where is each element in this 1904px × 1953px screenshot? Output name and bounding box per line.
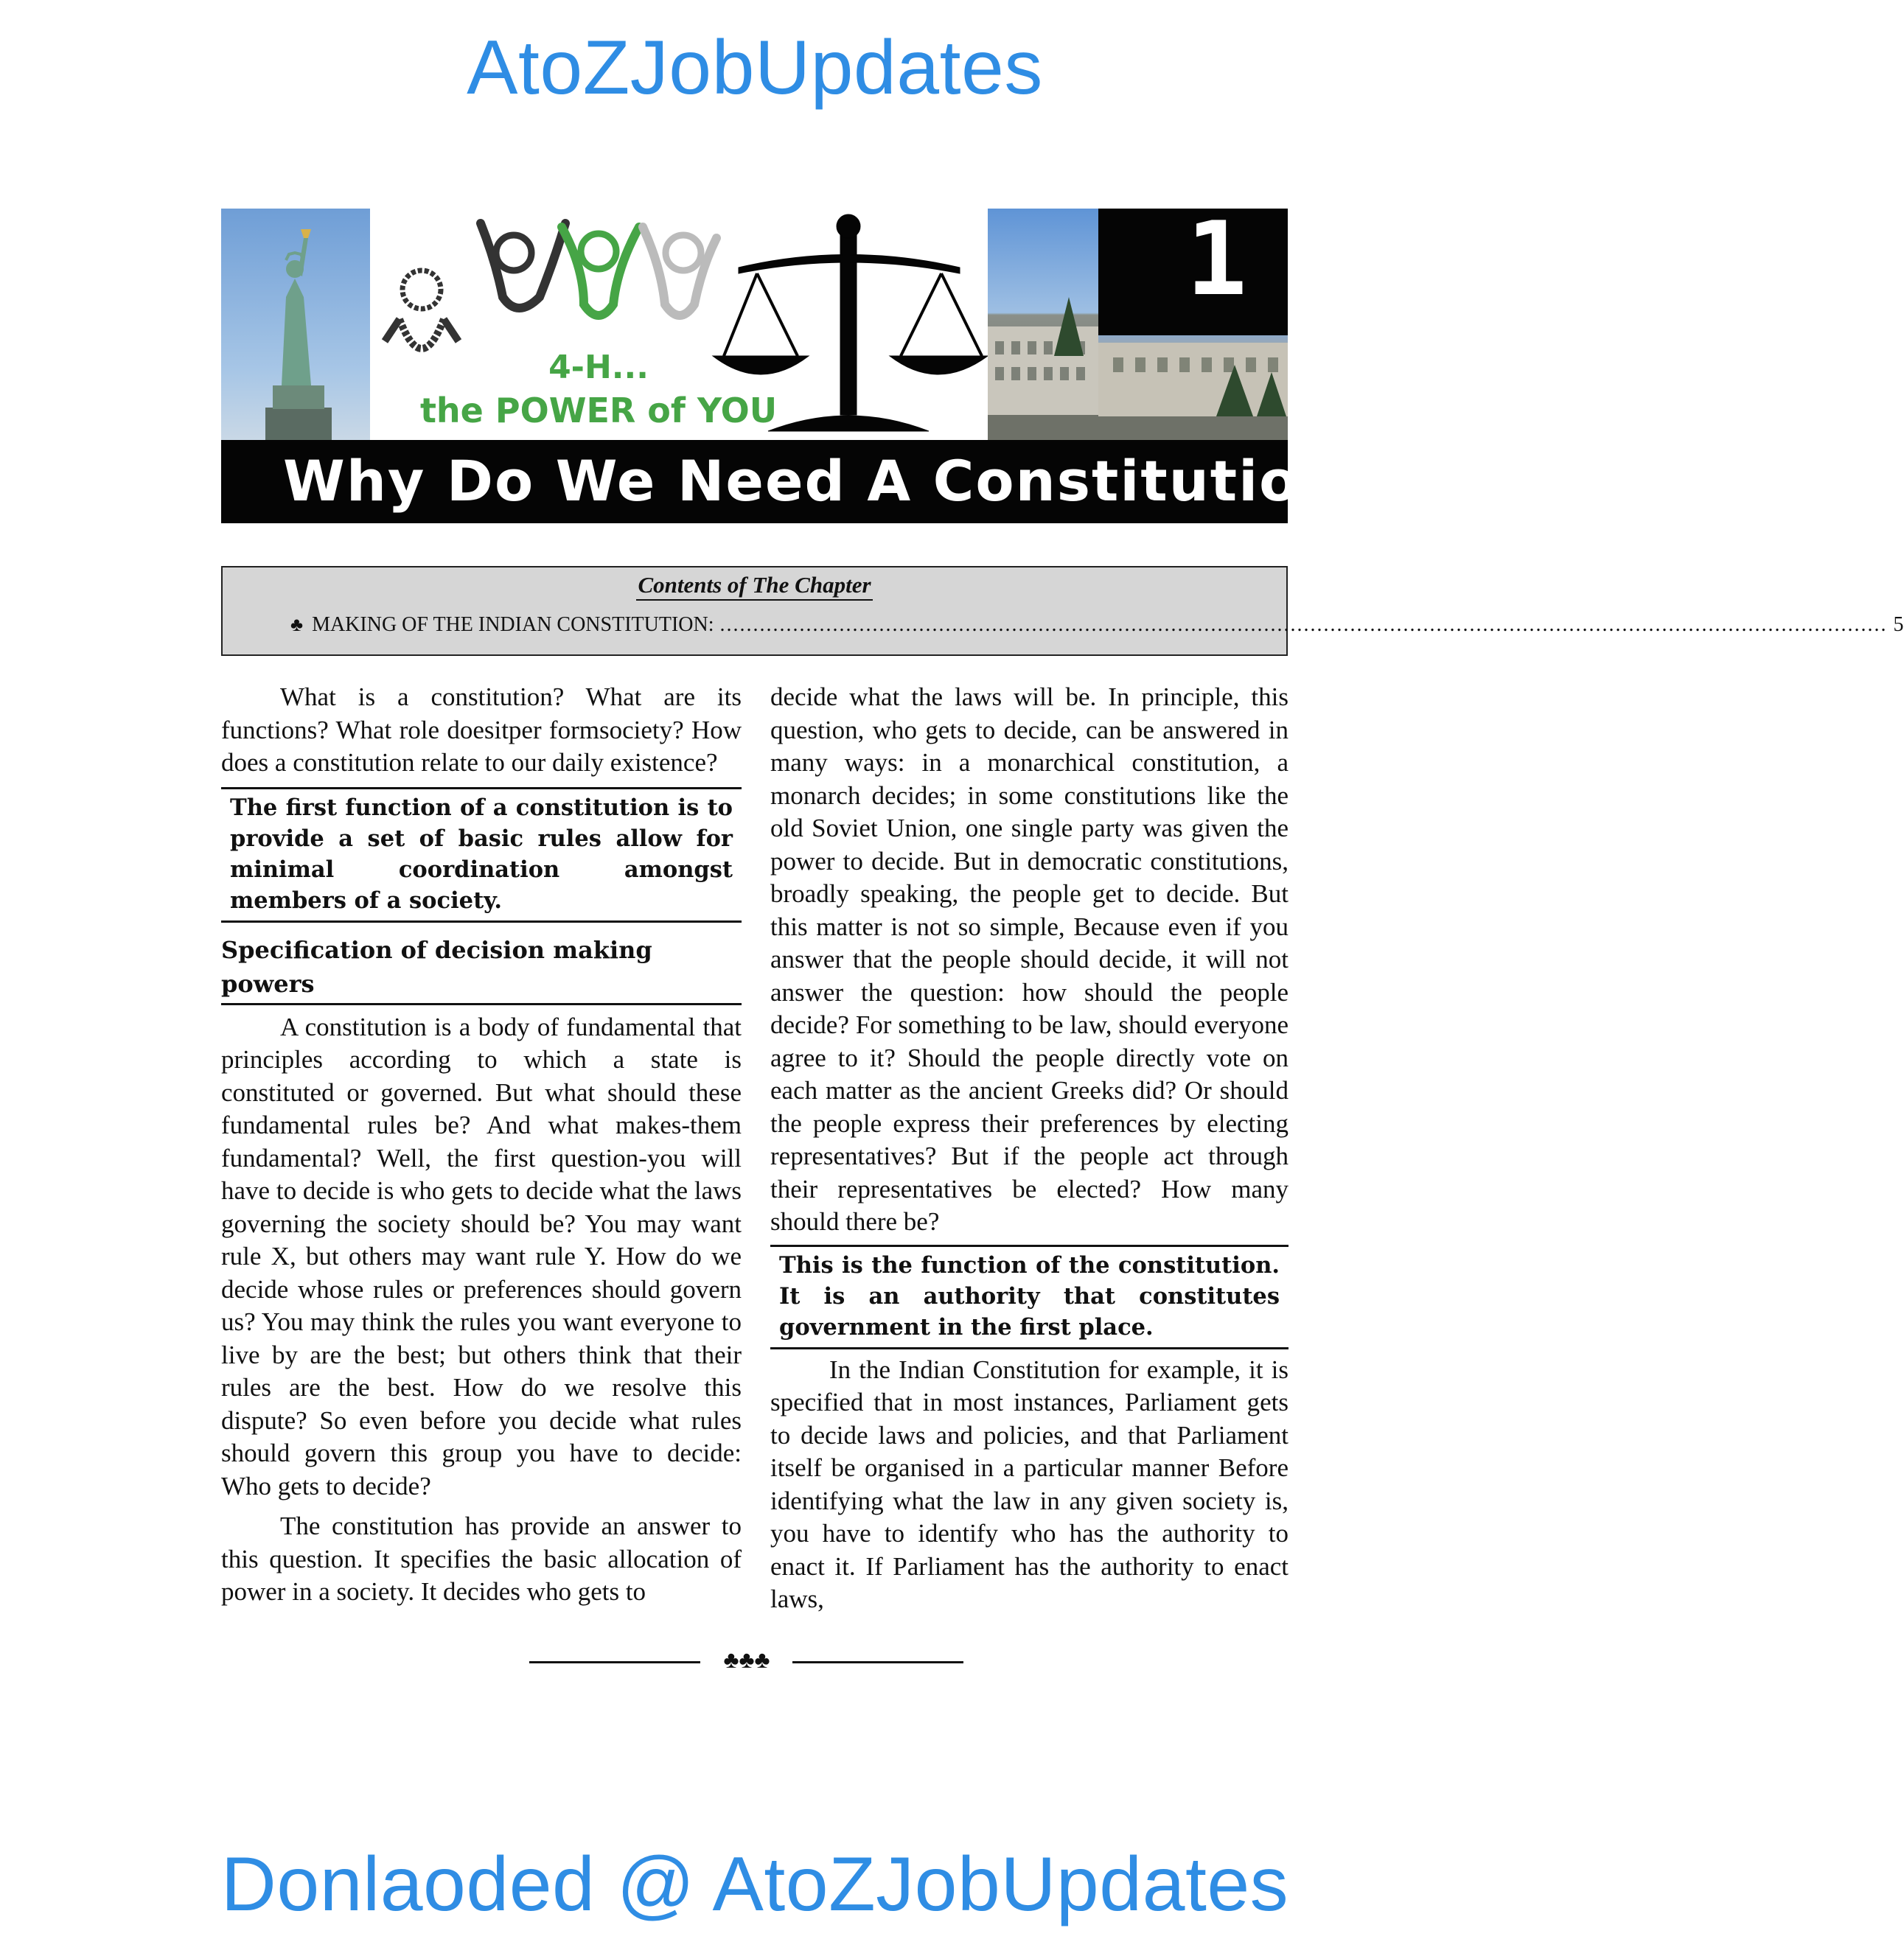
logo-text-power: the POWER of YOU	[419, 391, 778, 430]
contents-leader-dots	[720, 613, 1888, 637]
chapter-number-box	[1098, 200, 1288, 335]
contents-item-page: 5	[1893, 613, 1904, 636]
highlight-box: This is the function of the constitution. It is an authority that constitutes government in the first place.	[770, 1245, 1288, 1349]
paragraph: A constitution is a body of fundamental that principles according to which a state is constituted or governed. But what should these fundamental rules be? And what makes-them fundamental? Well, the first question-you will have to decide is who gets to decide what the laws governing the society should be? You may want rule X, but others may want rule Y. How do we decide whose rules or preferences should govern us? You may think the rules you want everyone to live by are the best; but others think that their rules are the best. How do we resolve this dispute? So even before you decide what rules should govern this group you have to decide: Who gets to decide?	[221, 1012, 742, 1500]
contents-heading: Contents of The Chapter	[636, 572, 872, 601]
ornament-rule-right	[792, 1661, 963, 1663]
parliament-building-right-image	[1098, 335, 1288, 440]
watermark-top: AtoZJobUpdates	[467, 25, 1043, 111]
club-bullet-icon: ♣	[290, 614, 304, 635]
chapter-title-bar	[221, 440, 1341, 523]
scales-of-justice-image	[419, 209, 988, 440]
club-ornament-icon: ♣♣♣	[723, 1646, 770, 1673]
paragraph: decide what the laws will be. In principle, this question, who gets to decide, can be answered in many ways: in a monarchical constitution, a monarch decides; in some constitutions like the old Soviet Union, one single party was given the power to decide. But in democratic constitutions, broadly speaking, the people get to decide. But this matter is not so simple, Because even if you answer that the people should decide, it will not answer the question: how should the people decide? For something to be law, should everyone agree to it? Should the people directly vote on each matter as the ancient Greeks did? Or should the people express their preferences by electing representatives? But if the people act through their representatives be elected? How many should there be?	[770, 682, 1288, 1236]
watermark-bottom: Donlaoded @ AtoZJobUpdates	[220, 1842, 1289, 1927]
chapter-number: 1	[1185, 200, 1247, 318]
chapter-banner	[221, 200, 1341, 523]
paragraph: The constitution has provide an answer to this question. It specifies the basic allocation of power in a society. It decides who gets to	[221, 1512, 742, 1606]
contents-item-label: MAKING OF THE INDIAN CONSTITUTION:	[312, 613, 714, 636]
chapter-title: Why Do We Need A Constitution	[283, 448, 1341, 514]
left-column	[221, 681, 742, 1609]
parliament-building-image	[988, 209, 1098, 440]
contents-item[interactable]	[290, 613, 1904, 643]
highlight-box: The first function of a constitution is to provide a set of basic rules allow for minimal coordination amongst members of a society.	[221, 787, 742, 923]
footer-ornament	[0, 1646, 1510, 1676]
right-column	[770, 681, 1288, 1616]
paragraph: What is a constitution? What are its functions? What role doesitper formsociety? How does a constitution relate to our daily existence?	[221, 682, 742, 777]
ornament-rule-left	[529, 1661, 700, 1663]
logo-text-4h: 4-H...	[548, 349, 649, 386]
section-heading	[221, 933, 742, 1005]
statue-of-liberty-image	[221, 209, 370, 440]
chapter-contents-box	[221, 566, 1904, 656]
paragraph: In the Indian Constitution for example, it is specified that in most instances, Parliament gets to decide laws and policies, and that Parliament itself be organised in a particular manner Before identifying what the law in any given society is, you have to identify who has the authority to enact it. If Parliament has the authority to enact laws,	[770, 1355, 1288, 1613]
section-heading-text: Specification of decision making powers	[221, 933, 742, 1005]
